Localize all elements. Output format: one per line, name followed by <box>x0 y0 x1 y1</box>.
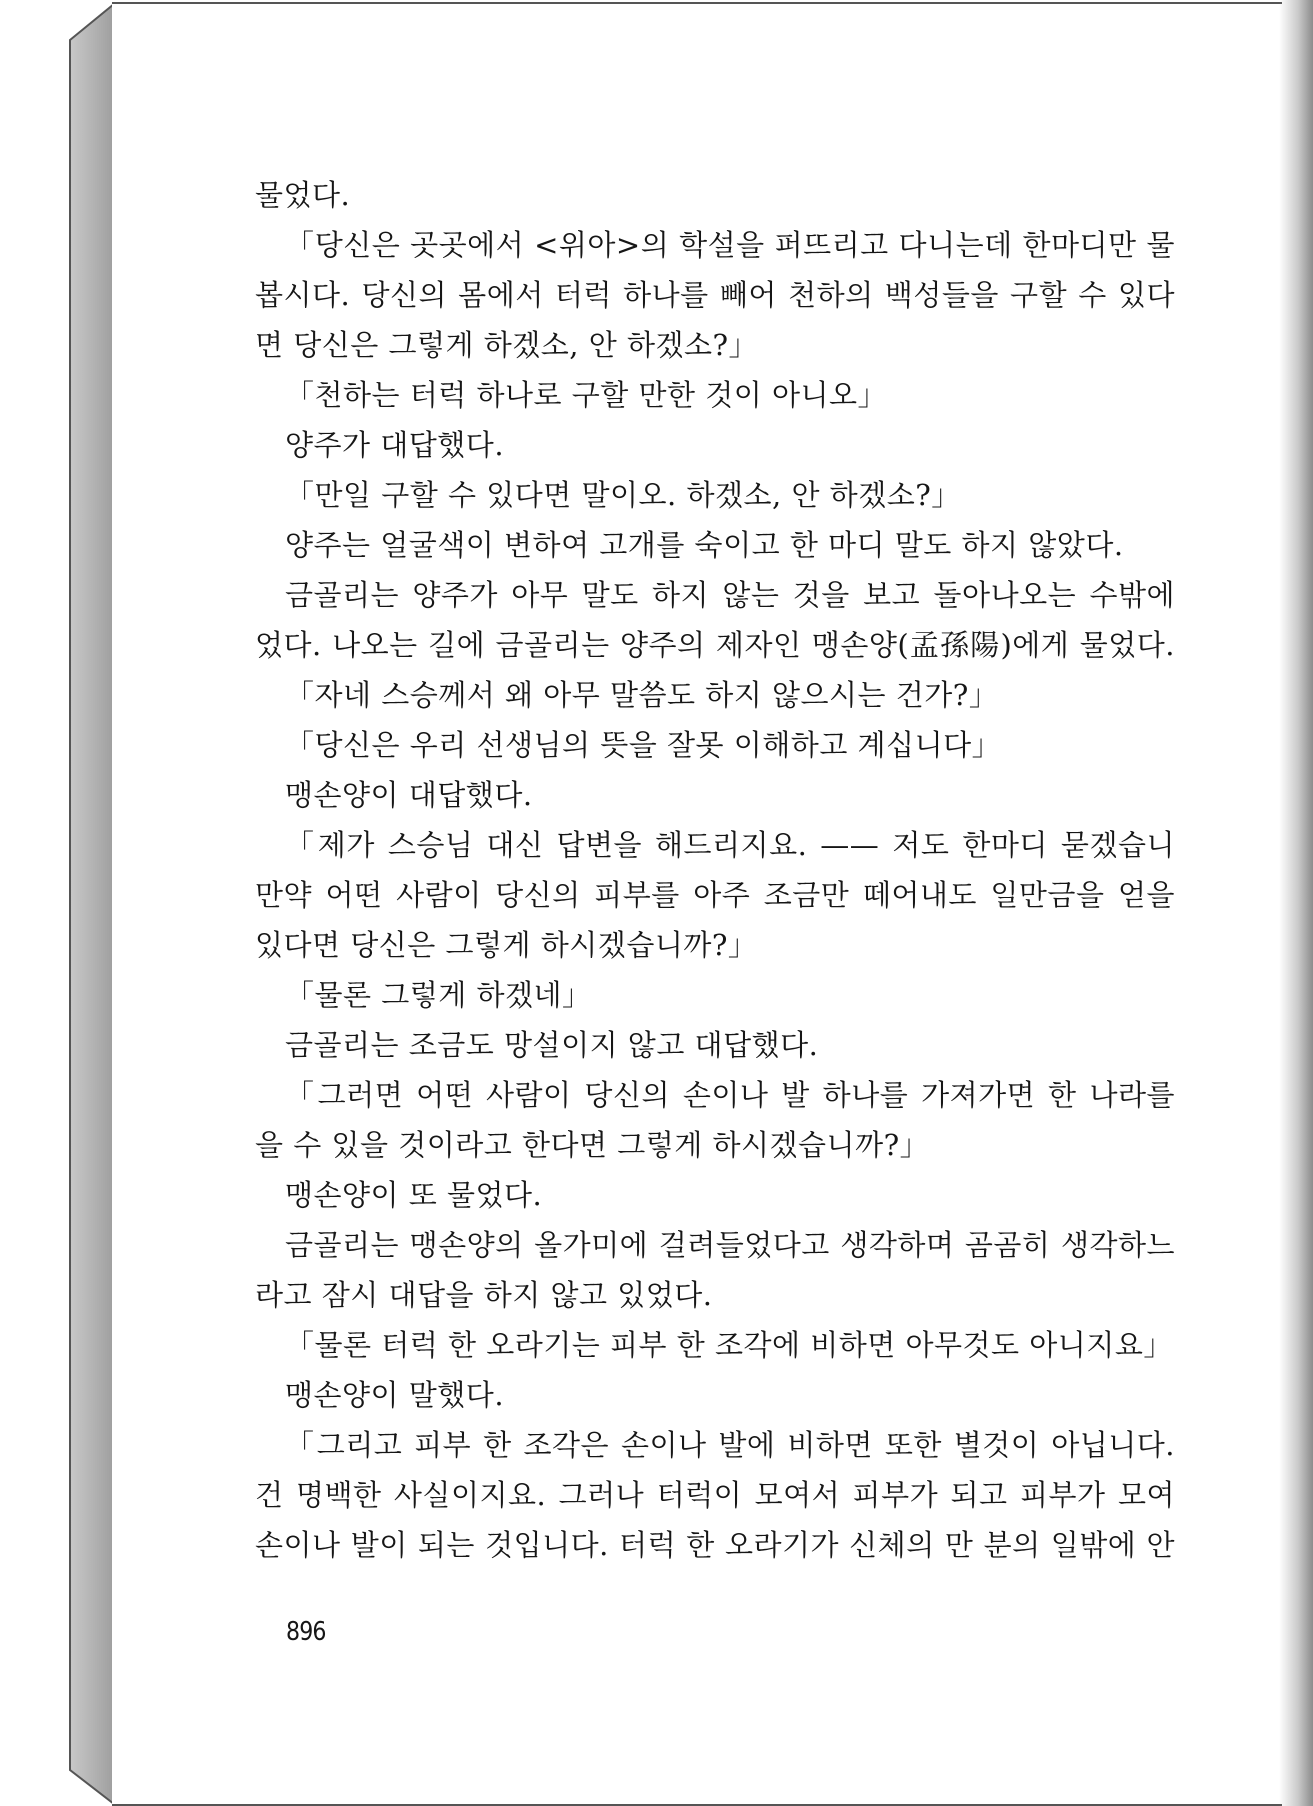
text-line: 있다면 당신은 그렇게 하시겠습니까?」 <box>255 928 758 962</box>
text-line: 「그러면 어떤 사람이 당신의 손이나 발 하나를 가져가면 한 나라를 <box>285 1078 1175 1112</box>
text-line: 었다. 나오는 길에 금골리는 양주의 제자인 맹손양(孟孫陽)에게 물었다. <box>255 628 1175 662</box>
text-line: 물었다. <box>255 178 351 212</box>
text-line: 「물론 그렇게 하겠네」 <box>285 978 592 1012</box>
text-line: 양주가 대답했다. <box>285 428 505 462</box>
text-line: 면 당신은 그렇게 하겠소, 안 하겠소?」 <box>255 328 759 362</box>
text-line: 「그리고 피부 한 조각은 손이나 발에 비하면 또한 별것이 아닙니다. <box>285 1428 1175 1462</box>
text-line: 맹손양이 말했다. <box>285 1378 505 1412</box>
text-line: 「제가 스승님 대신 답변을 해드리지요. —— 저도 한마디 묻겠습니 <box>285 828 1175 862</box>
text-line: 손이나 발이 되는 것입니다. 터럭 한 오라기가 신체의 만 분의 일밖에 안 <box>255 1528 1175 1562</box>
text-line: 봅시다. 당신의 몸에서 터럭 하나를 빼어 천하의 백성들을 구할 수 있다 <box>255 278 1175 312</box>
text-line: 건 명백한 사실이지요. 그러나 터럭이 모여서 피부가 되고 피부가 모여 <box>255 1478 1175 1512</box>
text-line: 「물론 터럭 한 오라기는 피부 한 조각에 비하면 아무것도 아니지요」 <box>285 1328 1173 1362</box>
text-line: 「천하는 터럭 하나로 구할 만한 것이 아니오」 <box>285 378 888 412</box>
book-spine-graphic <box>0 0 120 1806</box>
text-line: 「자네 스승께서 왜 아무 말씀도 하지 않으시는 건가?」 <box>285 678 999 712</box>
book-spine <box>0 0 120 1806</box>
text-line: 금골리는 조금도 망설이지 않고 대답했다. <box>285 1028 819 1062</box>
text-line: 맹손양이 대답했다. <box>285 778 533 812</box>
page-number: 896 <box>286 1617 326 1647</box>
text-line: 양주는 얼굴색이 변하여 고개를 숙이고 한 마디 말도 하지 않았다. <box>285 528 1124 562</box>
text-line: 라고 잠시 대답을 하지 않고 있었다. <box>255 1278 713 1312</box>
text-line: 맹손양이 또 물었다. <box>285 1178 543 1212</box>
text-line: 만약 어떤 사람이 당신의 피부를 아주 조금만 떼어내도 일만금을 얻을 <box>255 878 1175 912</box>
text-line: 을 수 있을 것이라고 한다면 그렇게 하시겠습니까?」 <box>255 1128 930 1162</box>
page-edge-shadow <box>1279 0 1313 1806</box>
text-line: 「만일 구할 수 있다면 말이오. 하겠소, 안 하겠소?」 <box>285 478 961 512</box>
text-line: 금골리는 양주가 아무 말도 하지 않는 것을 보고 돌아나오는 수밖에 <box>285 578 1175 612</box>
text-line: 「당신은 곳곳에서 <위아>의 학설을 퍼뜨리고 다니는데 한마디만 물 <box>285 228 1175 262</box>
text-line: 「당신은 우리 선생님의 뜻을 잘못 이해하고 계십니다」 <box>285 728 1002 762</box>
text-line: 금골리는 맹손양의 올가미에 걸려들었다고 생각하며 곰곰히 생각하느 <box>285 1228 1175 1262</box>
page-text-body <box>255 170 1175 1570</box>
